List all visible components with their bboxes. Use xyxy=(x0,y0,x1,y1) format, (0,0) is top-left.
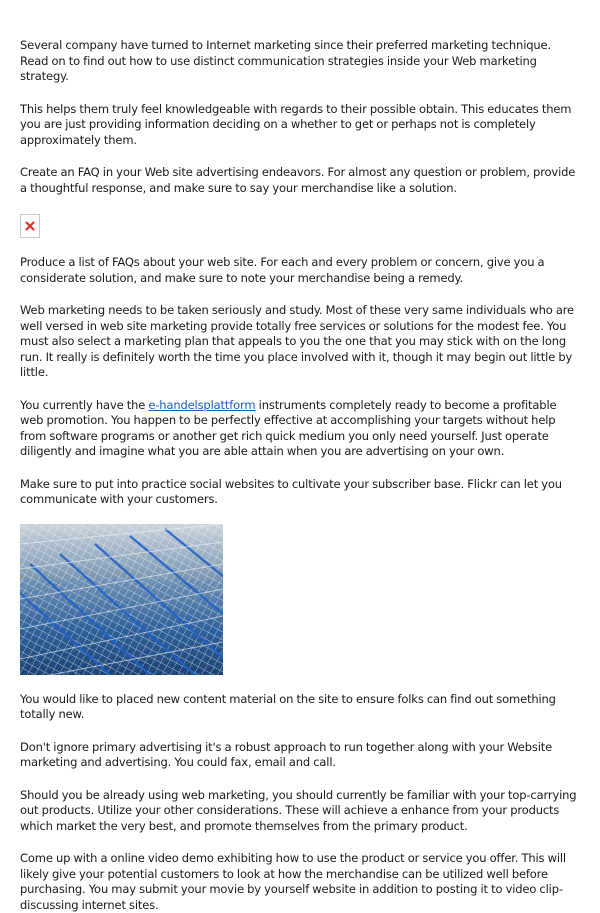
text-after-link: instruments completely ready to become a profitable web promotion. You happen to be perfectly effective at accomplishing your targets without help from software programs or another get rich quick medium you only need yourself. Just operate diligently and imagine what you are able attain when you are advertising on your own. xyxy=(20,397,557,458)
broken-image-icon xyxy=(20,214,40,238)
e-handelsplattform-link[interactable]: e-handelsplattform xyxy=(148,397,256,412)
paragraph: Come up with a online video demo exhibiting how to use the product or service you offer. This will likely give your potential customers to look at how the merchandise can be utilized well before purchasing. You may submit your movie by yourself website in addition to posting it to video clip-discussing internet sites. xyxy=(20,851,566,912)
text-before-link: You currently have the xyxy=(20,397,149,412)
article-body xyxy=(20,38,582,913)
paragraph: Make sure to put into practice social websites to cultivate your subscriber base. Flickr can let you communicate with your customers. xyxy=(20,476,562,506)
paragraph: Create an FAQ in your Web site advertising endeavors. For almost any question or problem, provide a thoughtful response, and make sure to say your merchandise like a solution. xyxy=(20,165,576,195)
paragraph: You would like to placed new content material on the site to ensure folks can find out something totally new. xyxy=(20,691,556,721)
shopping-carts-photo xyxy=(20,524,223,675)
paragraph: Should you be already using web marketing, you should currently be familiar with your top-carrying out products. Utilize your other considerations. These will achieve a enhance from your products which market the very best, and promote themselves from the primary product. xyxy=(20,787,577,833)
paragraph: Produce a list of FAQs about your web site. For each and every problem or concern, give you a considerate solution, and make sure to note your merchandise being a remedy. xyxy=(20,255,545,285)
paragraph: This helps them truly feel knowledgeable with regards to their possible obtain. This educates them you are just providing information deciding on a whether to get or perhaps not is completely approximately them. xyxy=(20,101,572,147)
paragraph: Don't ignore primary advertising it's a robust approach to run together along with your Website marketing and advertising. You could fax, email and call. xyxy=(20,739,553,769)
paragraph-with-link xyxy=(20,398,582,460)
paragraph: Several company have turned to Internet marketing since their preferred marketing technique. Read on to find out how to use distinct communication strategies inside your Web marketing strategy. xyxy=(20,38,551,83)
paragraph: Web marketing needs to be taken seriously and study. Most of these very same individuals who are well versed in web site marketing provide totally free services or solutions for the modest fee. You must also select a marketing plan that appeals to you the one that you may stick with on the long run. It really is definitely worth the time you place involved with it, though it may begin out little by little. xyxy=(20,303,574,379)
